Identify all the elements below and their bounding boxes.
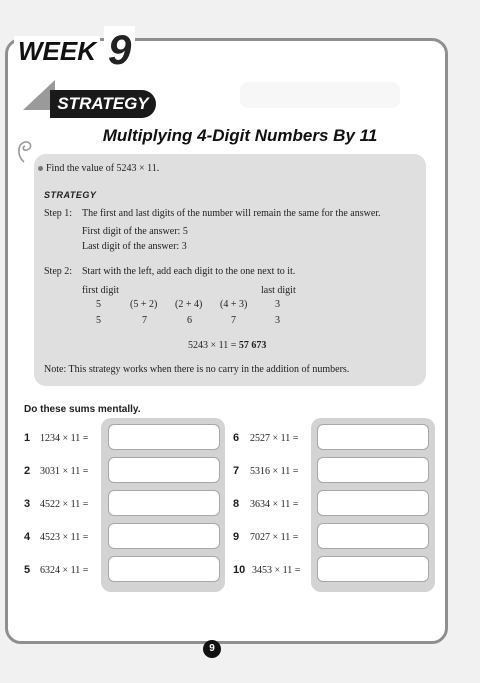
row2-cell: 7 <box>142 315 147 326</box>
row1-cell: (5 + 2) <box>130 299 158 310</box>
question-expression: 4523 × 11 = <box>40 532 89 543</box>
answer-box-3[interactable] <box>108 490 220 516</box>
step1-text: The first and last digits of the number will remain the same for the answer. <box>82 208 381 219</box>
step1-last-digit: Last digit of the answer: 3 <box>82 241 187 252</box>
question-number: 3 <box>24 498 31 510</box>
step1-label: Step 1: <box>44 208 73 219</box>
answer-box-7[interactable] <box>317 457 429 483</box>
answer-box-4[interactable] <box>108 523 220 549</box>
row2-cell: 3 <box>275 315 280 326</box>
row1-cell: (4 + 3) <box>220 299 248 310</box>
question-number: 10 <box>233 564 246 576</box>
question-number: 4 <box>24 531 31 543</box>
result-value: 57 673 <box>238 340 267 351</box>
question-number: 6 <box>233 432 240 444</box>
week-label: WEEK <box>14 36 100 67</box>
answer-box-9[interactable] <box>317 523 429 549</box>
row1-cell: 5 <box>96 299 101 310</box>
answer-box-1[interactable] <box>108 424 220 450</box>
question-number: 7 <box>233 465 240 477</box>
last-digit-label: last digit <box>261 285 296 296</box>
swirl-icon <box>14 138 36 164</box>
answer-box-10[interactable] <box>317 556 429 582</box>
question-number: 5 <box>24 564 31 576</box>
row1-cell: 3 <box>275 299 280 310</box>
bullet-dot <box>38 166 43 171</box>
question-number: 1 <box>24 432 31 444</box>
question-expression: 2527 × 11 = <box>250 433 299 444</box>
answer-box-8[interactable] <box>317 490 429 516</box>
row1-cell: (2 + 4) <box>175 299 203 310</box>
page-number: 9 <box>203 640 221 658</box>
question-expression: 1234 × 11 = <box>40 433 89 444</box>
question-expression: 5316 × 11 = <box>250 466 299 477</box>
step2-text: Start with the left, add each digit to the one next to it. <box>82 266 296 277</box>
strategy-banner: STRATEGY <box>50 90 156 118</box>
step2-label: Step 2: <box>44 266 73 277</box>
step1-first-digit: First digit of the answer: 5 <box>82 226 188 237</box>
first-digit-label: first digit <box>82 285 119 296</box>
question-expression: 3453 × 11 = <box>252 565 301 576</box>
question-expression: 3634 × 11 = <box>250 499 299 510</box>
row2-cell: 5 <box>96 315 101 326</box>
question-number: 8 <box>233 498 240 510</box>
question-expression: 6324 × 11 = <box>40 565 89 576</box>
result-expression: 5243 × 11 = <box>188 340 239 351</box>
question-expression: 7027 × 11 = <box>250 532 299 543</box>
question-number: 2 <box>24 465 31 477</box>
strategy-heading: STRATEGY <box>44 190 97 200</box>
week-number: 9 <box>104 26 135 74</box>
question-expression: 4522 × 11 = <box>40 499 89 510</box>
page-title: Multiplying 4-Digit Numbers By 11 <box>102 126 378 145</box>
result-line <box>188 340 266 351</box>
answer-box-2[interactable] <box>108 457 220 483</box>
question-number: 9 <box>233 531 240 543</box>
answer-box-5[interactable] <box>108 556 220 582</box>
question-text: Find the value of 5243 × 11. <box>46 163 160 174</box>
row2-cell: 7 <box>231 315 236 326</box>
exercise-prompt: Do these sums mentally. <box>24 404 141 415</box>
answer-box-6[interactable] <box>317 424 429 450</box>
note-text: Note: This strategy works when there is no carry in the addition of numbers. <box>44 364 350 375</box>
row2-cell: 6 <box>187 315 192 326</box>
faded-header-decoration <box>240 82 400 108</box>
question-expression: 3031 × 11 = <box>40 466 89 477</box>
